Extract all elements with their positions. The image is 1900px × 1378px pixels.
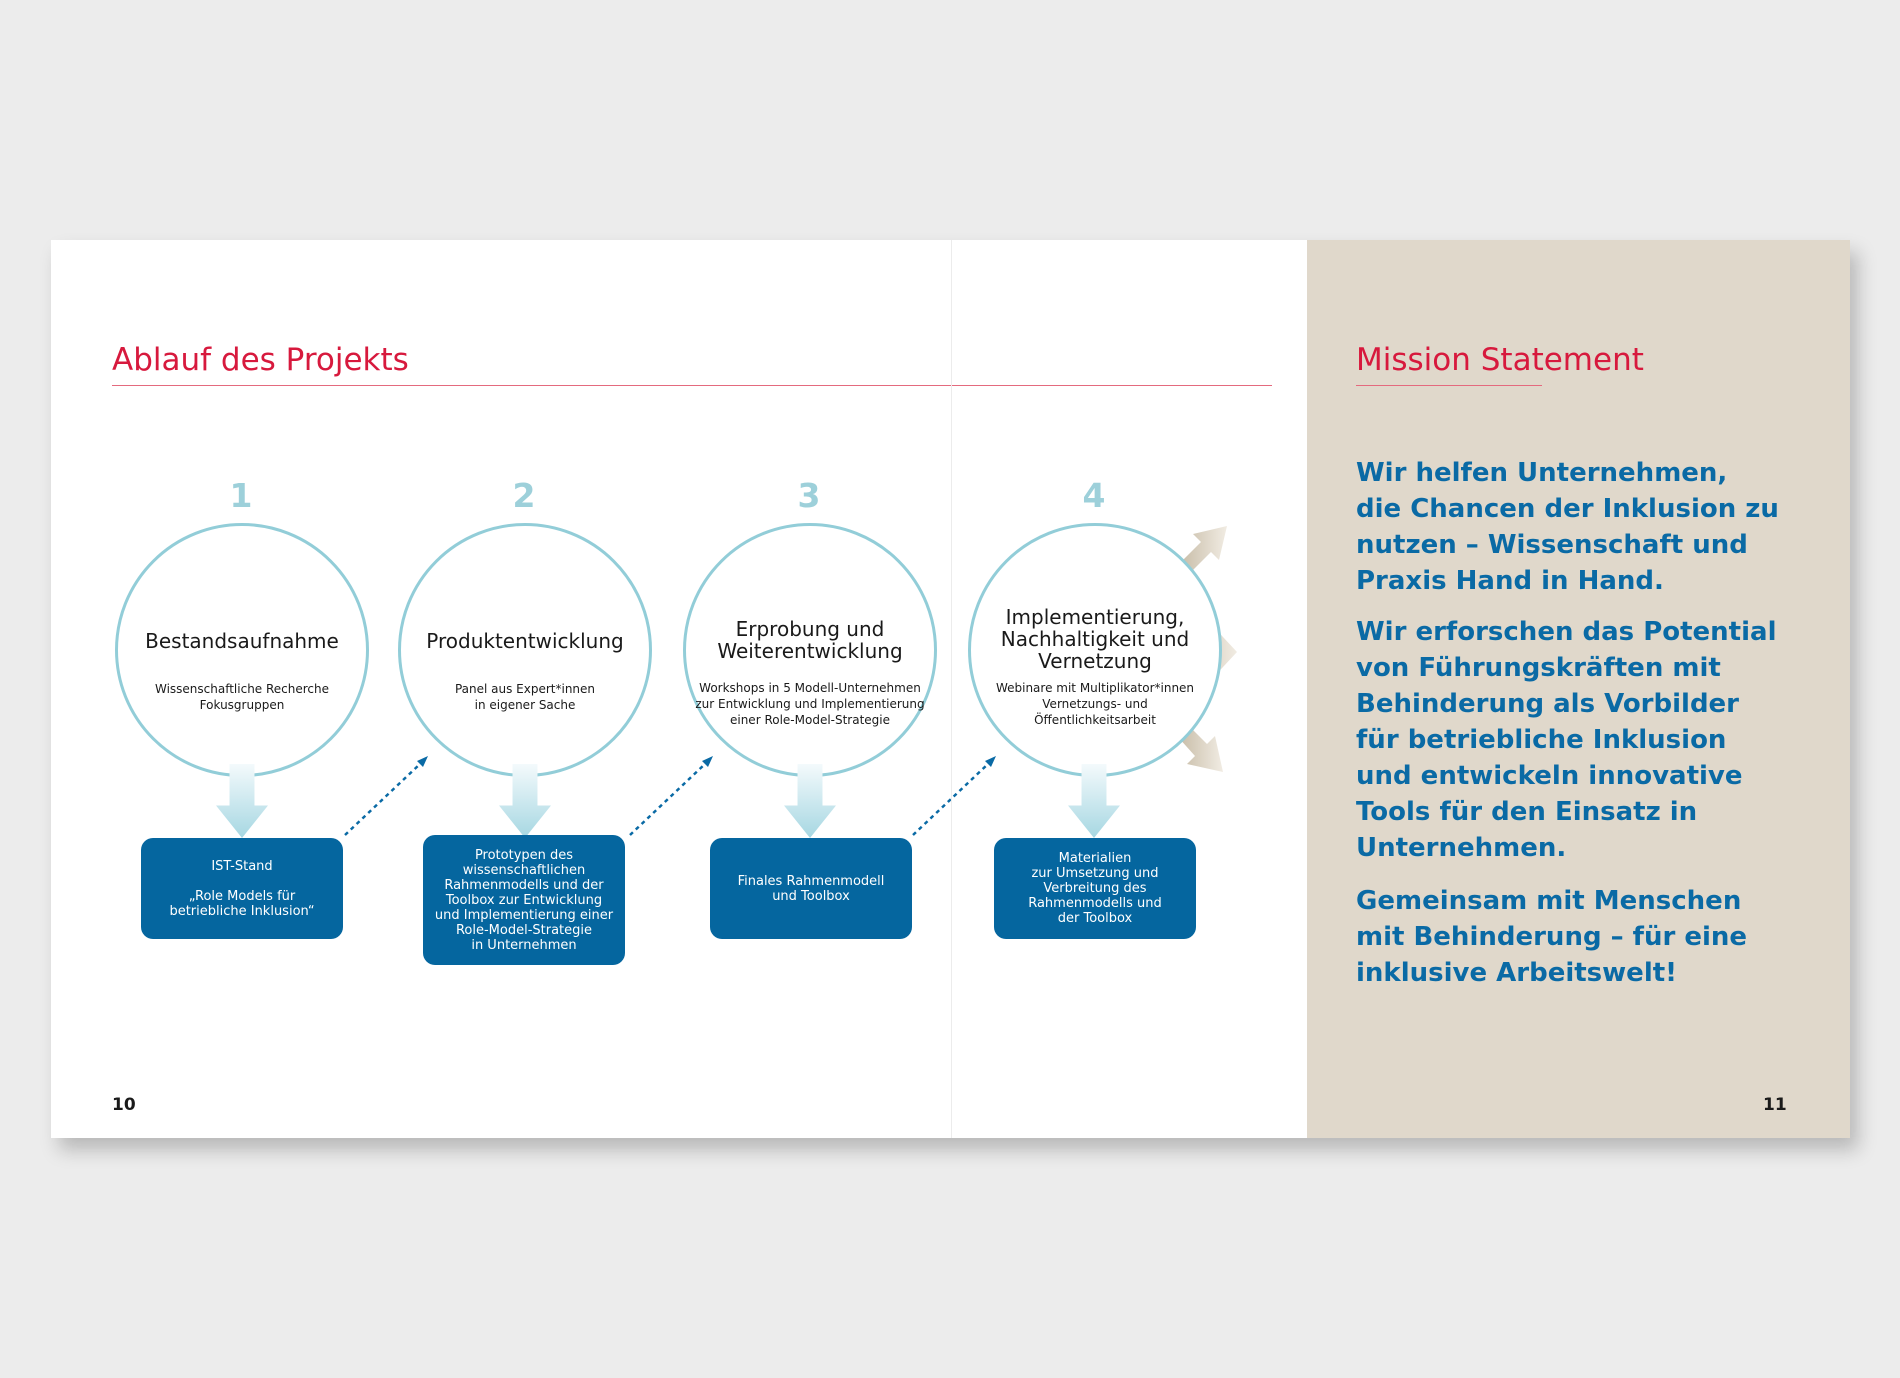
dotted-arrow-icon: [909, 753, 999, 839]
step-4-number: 4: [1082, 476, 1106, 515]
step-2-result-box: [423, 835, 625, 965]
left-page: [51, 240, 1307, 1138]
step-4-description: Webinare mit Multiplikator*innen Vernetzungs- und Öffentlichkeitsarbeit: [995, 681, 1195, 727]
step-4-result-box: [994, 838, 1196, 939]
step-2-number: 2: [512, 476, 536, 515]
page-heading-mission: Mission Statement: [1356, 342, 1644, 378]
step-1-result-box: [141, 838, 343, 939]
page-number-right: 11: [1763, 1095, 1787, 1115]
page-heading-process: Ablauf des Projekts: [112, 342, 409, 378]
step-3-number: 3: [797, 476, 821, 515]
step-1-title: Bestandsaufnahme: [145, 629, 339, 653]
step-1-result-text: IST-Stand „Role Models für betriebliche Inklusion“: [169, 858, 315, 919]
dotted-arrow-icon: [626, 753, 716, 839]
page-fold: [951, 240, 952, 1138]
step-2-title: Produktentwicklung: [426, 629, 624, 653]
step-3-description: Workshops in 5 Modell-Unternehmen zur Entwicklung und Implementierung einer Role-Model-Strategie: [695, 681, 925, 727]
mission-paragraph-1: Wir helfen Unternehmen, die Chancen der Inklusion zu nutzen – Wissenschaft und Praxis Hand in Hand.: [1356, 458, 1779, 596]
step-1-number: 1: [229, 476, 253, 515]
step-2-result-text: Prototypen des wissenschaftlichen Rahmenmodells und der Toolbox zur Entwicklung und Implementierung einer Role-Model-Strategie in Unternehmen: [434, 847, 614, 953]
step-3-result-text: Finales Rahmenmodell und Toolbox: [737, 873, 885, 904]
mission-paragraph-3: Gemeinsam mit Menschen mit Behinderung – für eine inklusive Arbeitswelt!: [1356, 886, 1748, 988]
step-3-title: Erprobung und Weiterentwicklung: [717, 617, 903, 663]
brochure-spread: [51, 240, 1850, 1138]
page-number-left: 10: [112, 1095, 136, 1115]
step-1-description: Wissenschaftliche Recherche Fokusgruppen: [154, 682, 330, 712]
heading-rule: [112, 385, 1272, 386]
step-4-title: Implementierung, Nachhaltigkeit und Vernetzung: [1000, 605, 1190, 673]
step-3-result-box: [710, 838, 912, 939]
step-2-description: Panel aus Expert*innen in eigener Sache: [454, 682, 596, 712]
step-4-result-text: Materialien zur Umsetzung und Verbreitung des Rahmenmodells und der Toolbox: [1028, 851, 1162, 926]
heading-rule-mission: [1356, 385, 1542, 386]
dotted-arrow-icon: [341, 753, 431, 839]
mission-paragraph-2: Wir erforschen das Potential von Führungskräften mit Behinderung als Vorbilder für betriebliche Inklusion und entwickeln innovative Tools für den Einsatz in Unternehmen.: [1356, 617, 1777, 863]
